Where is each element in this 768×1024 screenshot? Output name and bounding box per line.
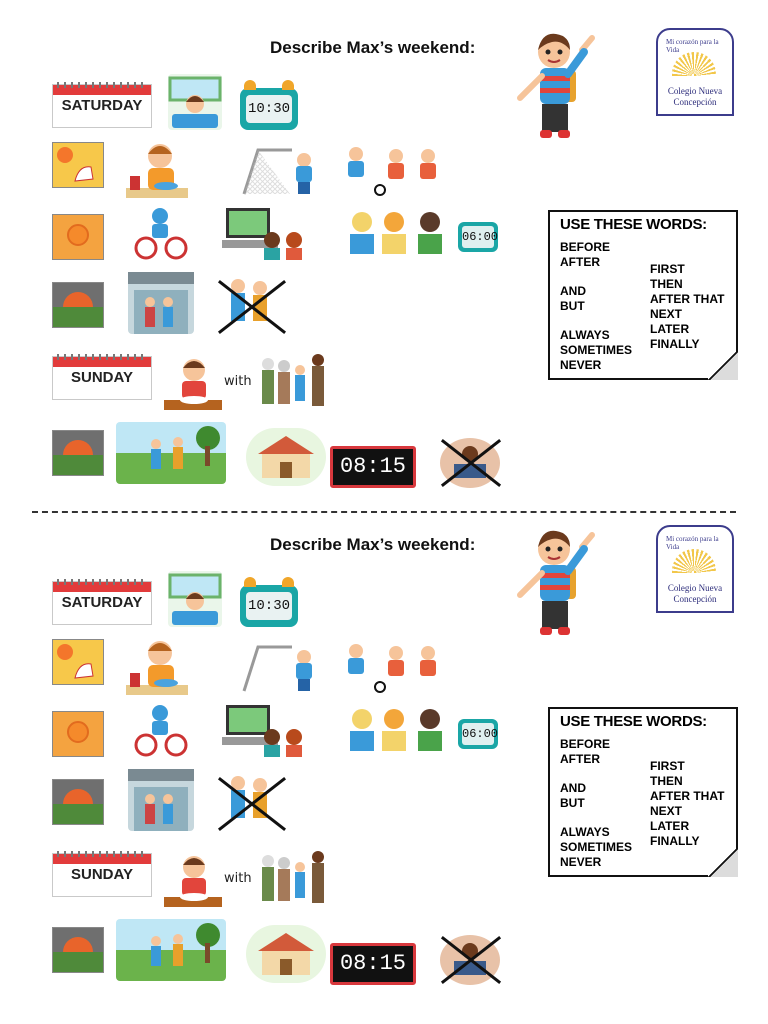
cross-out-icon: [210, 282, 294, 332]
worksheet-top: [0, 0, 768, 500]
shopping-mall-picture: [128, 769, 194, 831]
sunday-calendar-icon: [52, 356, 152, 400]
page-curl-icon: [708, 352, 738, 380]
word: BUT: [560, 796, 585, 810]
word: LATER: [650, 819, 690, 833]
digital-watch-icon: [458, 719, 498, 749]
logo-name-line1: Colegio Nueva: [667, 86, 723, 96]
word: SOMETIMES: [560, 840, 633, 854]
saturday-calendar-icon: [52, 581, 152, 625]
watching-tv-picture: [222, 206, 306, 262]
sunset-icon: [52, 779, 104, 825]
school-logo: [656, 525, 734, 613]
word-bank-column-1: [560, 240, 632, 373]
word: FINALLY: [650, 337, 700, 351]
with-label: with: [224, 374, 252, 389]
sunset-icon: [52, 927, 104, 973]
cross-out-icon: [210, 779, 294, 829]
digital-watch-icon: [458, 222, 498, 252]
logo-name-line2: Concepción: [673, 594, 717, 604]
max-character: [512, 30, 598, 148]
word-bank-column-1: [560, 737, 632, 870]
alarm-clock-icon: [240, 585, 298, 627]
logo-name: [658, 86, 732, 108]
afternoon-sun-icon: [52, 214, 104, 260]
cross-out-icon: [434, 935, 508, 985]
cycling-picture: [134, 703, 188, 757]
max-character: [512, 527, 598, 645]
word-bank-column-2: [650, 759, 724, 849]
worksheet-title: Describe Max’s weekend:: [270, 535, 476, 554]
evening-time: 06:00: [462, 723, 494, 745]
worksheet-bottom: [0, 497, 768, 997]
word: BUT: [560, 299, 585, 313]
cycling-picture: [134, 206, 188, 260]
word: AFTER THAT: [650, 789, 725, 803]
sunday-calendar-icon: [52, 853, 152, 897]
going-home-picture: [246, 925, 326, 983]
friends-playing-football-picture: [340, 641, 448, 695]
word: NEVER: [560, 855, 602, 869]
word: NEXT: [650, 307, 683, 321]
word: AFTER THAT: [650, 292, 725, 306]
logo-sun-icon: [672, 549, 716, 573]
wake-time: 10:30: [246, 592, 292, 620]
word-bank-box: [548, 210, 738, 380]
park-walk-picture: [116, 919, 226, 981]
word: AND: [560, 781, 586, 795]
wake-up-picture: [168, 74, 222, 130]
evening-time: 06:00: [462, 226, 494, 248]
going-home-picture: [246, 428, 326, 486]
word: NEXT: [650, 804, 683, 818]
logo-motto: Mi corazón para la Vida: [666, 38, 719, 54]
football-goal-picture: [240, 144, 324, 198]
eating-lunch-picture: [164, 851, 222, 909]
saturday-label: SATURDAY: [61, 97, 143, 114]
school-logo: [656, 28, 734, 116]
word: AND: [560, 284, 586, 298]
cross-out-icon: [434, 438, 508, 488]
eating-lunch-picture: [164, 354, 222, 412]
logo-motto: Mi corazón para la Vida: [666, 535, 719, 551]
word: ALWAYS: [560, 328, 610, 342]
word: FIRST: [650, 262, 685, 276]
night-digital-clock-icon: 08:15: [330, 446, 416, 488]
breakfast-picture: [126, 138, 188, 200]
park-walk-picture: [116, 422, 226, 484]
logo-name: [658, 583, 732, 605]
saturday-calendar-icon: [52, 84, 152, 128]
sunday-label: SUNDAY: [71, 866, 133, 883]
reading-friends-picture: [340, 206, 452, 262]
word: BEFORE: [560, 240, 611, 254]
alarm-clock-icon: [240, 88, 298, 130]
sunset-icon: [52, 430, 104, 476]
family-group-picture: [258, 847, 330, 909]
wake-up-picture: [168, 571, 222, 627]
logo-name-line1: Colegio Nueva: [667, 583, 723, 593]
word: THEN: [650, 774, 683, 788]
word-bank-heading: USE THESE WORDS:: [560, 216, 707, 233]
breakfast-picture: [126, 635, 188, 697]
friends-playing-football-picture: [340, 144, 448, 198]
word: LATER: [650, 322, 690, 336]
worksheet-title: Describe Max’s weekend:: [270, 38, 476, 57]
shopping-mall-picture: [128, 272, 194, 334]
word: FINALLY: [650, 834, 700, 848]
word: THEN: [650, 277, 683, 291]
with-label: with: [224, 871, 252, 886]
watching-tv-picture: [222, 703, 306, 759]
word-bank-column-2: [650, 262, 724, 352]
family-group-picture: [258, 350, 330, 412]
morning-sun-rooster-icon: [52, 142, 104, 188]
sunset-icon: [52, 282, 104, 328]
sunday-label: SUNDAY: [71, 369, 133, 386]
word: BEFORE: [560, 737, 611, 751]
word: AFTER: [560, 255, 600, 269]
football-goal-picture: [240, 641, 324, 695]
wake-time: 10:30: [246, 95, 292, 123]
morning-sun-rooster-icon: [52, 639, 104, 685]
logo-sun-icon: [672, 52, 716, 76]
word: FIRST: [650, 759, 685, 773]
word-bank-heading: USE THESE WORDS:: [560, 713, 707, 730]
word: SOMETIMES: [560, 343, 633, 357]
page-curl-icon: [708, 849, 738, 877]
word: AFTER: [560, 752, 600, 766]
logo-name-line2: Concepción: [673, 97, 717, 107]
word: ALWAYS: [560, 825, 610, 839]
saturday-label: SATURDAY: [61, 594, 143, 611]
reading-friends-picture: [340, 703, 452, 759]
night-digital-clock-icon: 08:15: [330, 943, 416, 985]
afternoon-sun-icon: [52, 711, 104, 757]
word: NEVER: [560, 358, 602, 372]
word-bank-box: [548, 707, 738, 877]
